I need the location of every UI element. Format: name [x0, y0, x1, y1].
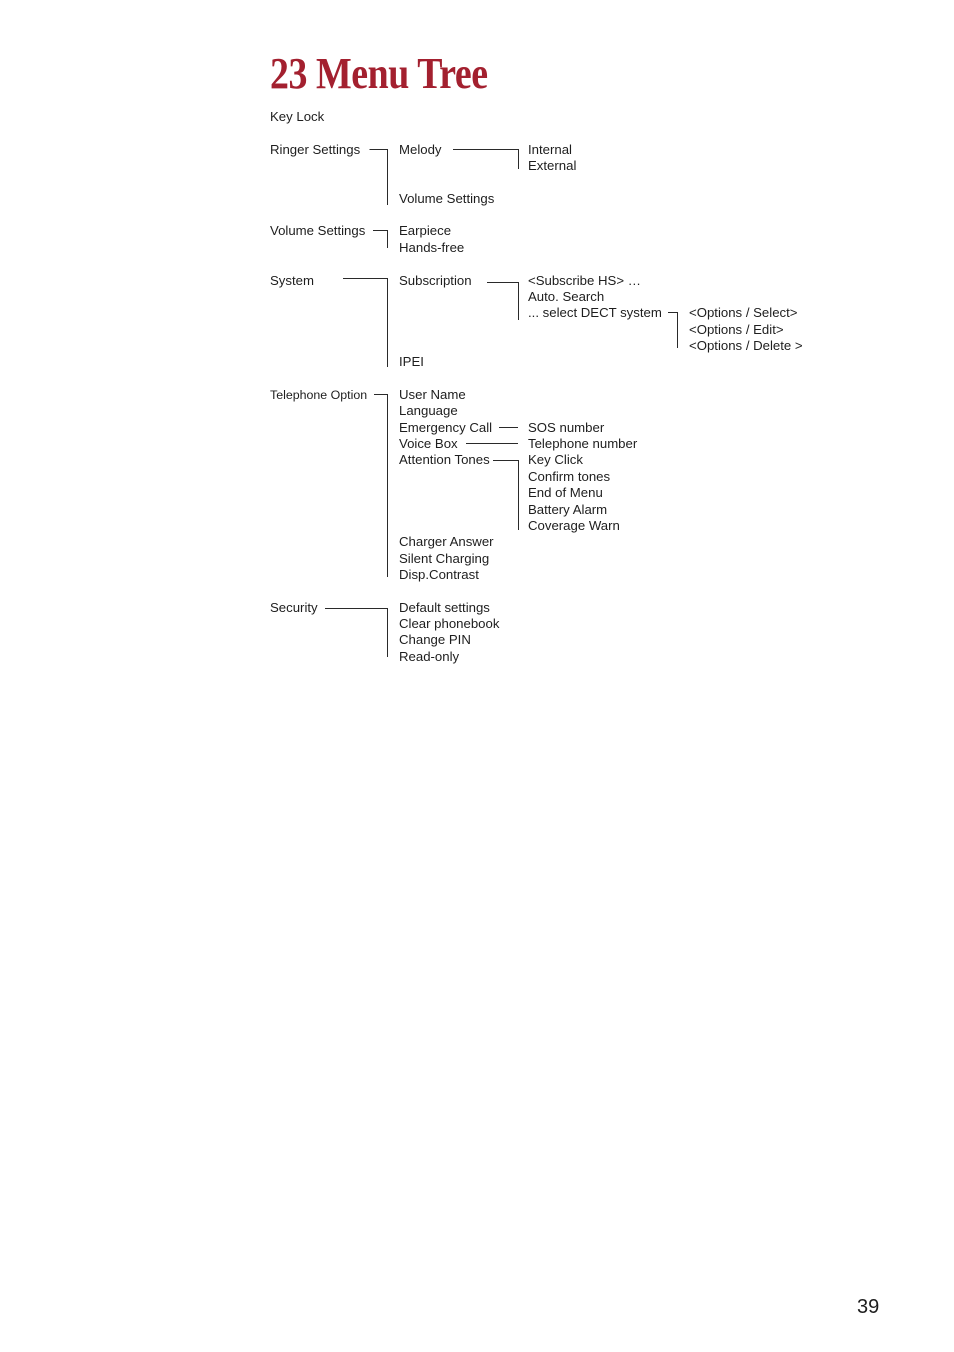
submenu-language: Language	[399, 403, 458, 418]
submenu-attention-tones: Attention Tones	[399, 452, 490, 467]
page-number: 39	[857, 1296, 880, 1318]
option-end-of-menu: End of Menu	[528, 485, 603, 500]
connector-ringer	[370, 150, 388, 206]
option-select-dect: ... select DECT system	[528, 305, 662, 320]
submenu-read-only: Read-only	[399, 649, 460, 664]
submenu-charger-answer: Charger Answer	[399, 534, 494, 549]
option-confirm-tones: Confirm tones	[528, 469, 611, 484]
menu-volume-settings: Volume Settings	[270, 223, 366, 238]
submenu-silent-charging: Silent Charging	[399, 551, 490, 566]
connector-telephone	[374, 395, 388, 578]
option-key-click: Key Click	[528, 452, 583, 467]
submenu-disp-contrast: Disp.Contrast	[399, 567, 479, 582]
submenu-hands-free: Hands-free	[399, 240, 465, 255]
submenu-user-name: User Name	[399, 387, 466, 402]
option-external: External	[528, 158, 577, 173]
submenu-ipei: IPEI	[399, 354, 424, 369]
connector-attention	[493, 461, 519, 531]
submenu-earpiece: Earpiece	[399, 223, 452, 238]
menu-security: Security	[270, 600, 318, 615]
connector-security	[325, 609, 388, 658]
connector-subscription	[487, 283, 519, 321]
connector-volume	[373, 231, 388, 249]
menu-system: System	[270, 273, 314, 288]
menu-ringer-settings: Ringer Settings	[270, 142, 361, 157]
option-internal: Internal	[528, 142, 572, 157]
option-edit: <Options / Edit>	[689, 322, 784, 337]
connector-dect	[668, 313, 678, 349]
submenu-change-pin: Change PIN	[399, 632, 471, 647]
option-telephone-number: Telephone number	[528, 436, 638, 451]
chapter-number: 23	[270, 49, 307, 98]
submenu-subscription: Subscription	[399, 273, 472, 288]
menu-telephone-option: Telephone Option	[270, 388, 368, 402]
chapter-title: Menu Tree	[316, 49, 488, 98]
submenu-default-settings: Default settings	[399, 600, 490, 615]
submenu-clear-phonebook: Clear phonebook	[399, 616, 500, 631]
submenu-voice-box: Voice Box	[399, 436, 458, 451]
option-select: <Options / Select>	[689, 305, 798, 320]
connector-melody	[453, 150, 519, 170]
option-battery-alarm: Battery Alarm	[528, 502, 608, 517]
option-auto-search: Auto. Search	[528, 289, 605, 304]
menu-key-lock: Key Lock	[270, 109, 325, 124]
submenu-melody: Melody	[399, 142, 442, 157]
connector-system	[343, 279, 388, 368]
option-sos-number: SOS number	[528, 420, 605, 435]
option-subscribe-hs: <Subscribe HS> …	[528, 273, 641, 288]
option-delete: <Options / Delete >	[689, 338, 803, 353]
submenu-volume-settings: Volume Settings	[399, 191, 495, 206]
option-coverage-warn: Coverage Warn	[528, 518, 620, 533]
submenu-emergency-call: Emergency Call	[399, 420, 493, 435]
